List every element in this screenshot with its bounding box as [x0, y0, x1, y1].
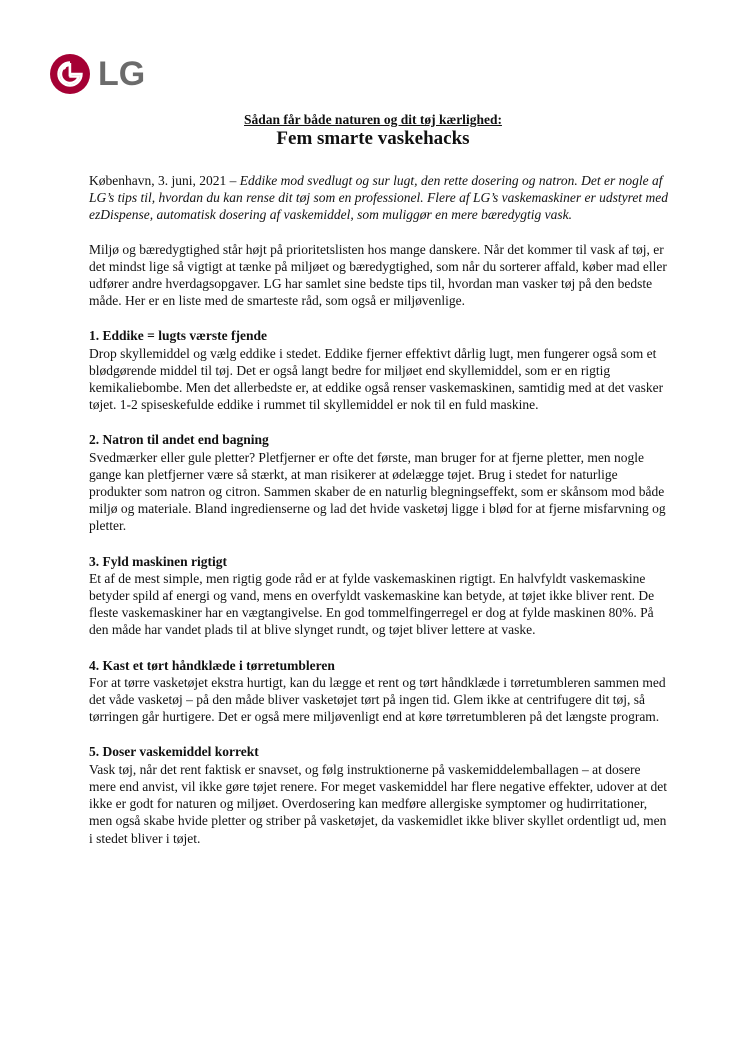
section-1 — [89, 327, 669, 413]
kicker-heading: Sådan får både naturen og dit tøj kærlighed: — [244, 112, 502, 127]
section-heading: 4. Kast et tørt håndklæde i tørretumbleren — [89, 657, 335, 673]
intro-text: Eddike mod svedlugt og sur lugt, den rette dosering og natron. Det er nogle af LG’s tips til, hvordan du kan rense dit tøj som en professionel. Flere af LG’s vaskemaskiner er udstyret med ezDispense, automatisk dosering af vaskemiddel, som muliggør en mere bæredygtig vask. — [89, 173, 668, 223]
section-2 — [89, 431, 669, 534]
section-body: Svedmærker eller gule pletter? Pletfjerner er ofte det første, man bruger for at fjerne pletter, men nogle gange kan pletfjerner være så stærkt, at man risikerer at ødelægge tøjet. Brug i stedet for naturlige produkter som natron og citron. Sammen skaber de en naturlig blegningseffekt, som er skånsom mod både miljø og materiale. Bland ingredienserne og lad det hvide vasketøj ligge i blød for at fjerne misfarvning og pletter. — [89, 449, 666, 534]
section-body: Drop skyllemiddel og vælg eddike i stedet. Eddike fjerner effektivt dårlig lugt, men fungerer også som et blødgørende middel til tøj. Det er også langt bedre for miljøet end skyllemiddel, som er en rigtig kemikaliebombe. Men det allerbedste er, at eddike også renser vaskemaskinen, samtidig med at det vasker tøjet. 1-2 spiseskefulde eddike i rummet til skyllemiddel er nok til en fuld maskine. — [89, 345, 664, 413]
section-heading: 3. Fyld maskinen rigtigt — [89, 553, 228, 569]
section-heading: 2. Natron til andet end bagning — [89, 432, 269, 448]
dateline: København, 3. juni, 2021 – — [89, 173, 240, 188]
section-body: Vask tøj, når det rent faktisk er snavset, og følg instruktionerne på vaskemiddelemballagen – at dosere mere end anvist, vil ikke gøre tøjet renere. For meget vaskemiddel har flere negative effekter, udover at det ikke er godt for naturen og miljøet. Overdosering kan medføre allergiske symptomer og hudirritationer, men også skabe hvide pletter og striber på vasketøjet, da vaskemidlet ikke bliver skyllet ordentligt ud, men i stedet bliver i tøjet. — [89, 761, 667, 846]
section-heading: 5. Doser vaskemiddel korrekt — [89, 744, 259, 760]
section-5 — [89, 743, 669, 846]
lg-wordmark: LG — [98, 55, 146, 93]
article-body — [89, 172, 669, 865]
lg-logo — [50, 54, 145, 94]
intro-paragraph — [89, 172, 669, 224]
section-body: For at tørre vasketøjet ekstra hurtigt, kan du lægge et rent og tørt håndklæde i tørretumbleren sammen med det våde vasketøj – på den måde bliver vasketøjet tørt på ingen tid. Glem ikke at centrifugere dit tøj, så tørringen går hurtigere. Det er også mere miljøvenligt end at køre tørretumbleren på det længste program. — [89, 674, 666, 725]
lg-face-icon — [50, 54, 90, 94]
section-heading: 1. Eddike = lugts værste fjende — [89, 328, 267, 344]
page-title: Fem smarte vaskehacks — [276, 128, 470, 149]
lead-paragraph: Miljø og bæredygtighed står højt på prioritetslisten hos mange danskere. Når det kommer til vask af tøj, er det mindst lige så vigtigt at tænke på miljøet og bæredygtighed, som når du sorterer affald, køber mad eller udfører andre hverdagsopgaver. LG har samlet sine bedste tips til, hvordan man vasker tøj på den bedste måde. Her er en liste med de smarteste råd, som også er miljøvenlige. — [89, 241, 667, 309]
section-3 — [89, 553, 669, 639]
section-4 — [89, 657, 669, 726]
section-body: Et af de mest simple, men rigtig gode råd er at fylde vaskemaskinen rigtigt. En halvfyldt vaskemaskine betyder spild af energi og vand, mens en overfyldt vaskemaskine kan betyde, at tøjet ikke bliver rent. De fleste vaskemaskiner har en vægtangivelse. En god tommelfingerregel er dog at fylde maskinen 80%. På den måde har vandet plads til at blive slynget rundt, og tøjet bliver lettere at vaske. — [89, 570, 655, 638]
